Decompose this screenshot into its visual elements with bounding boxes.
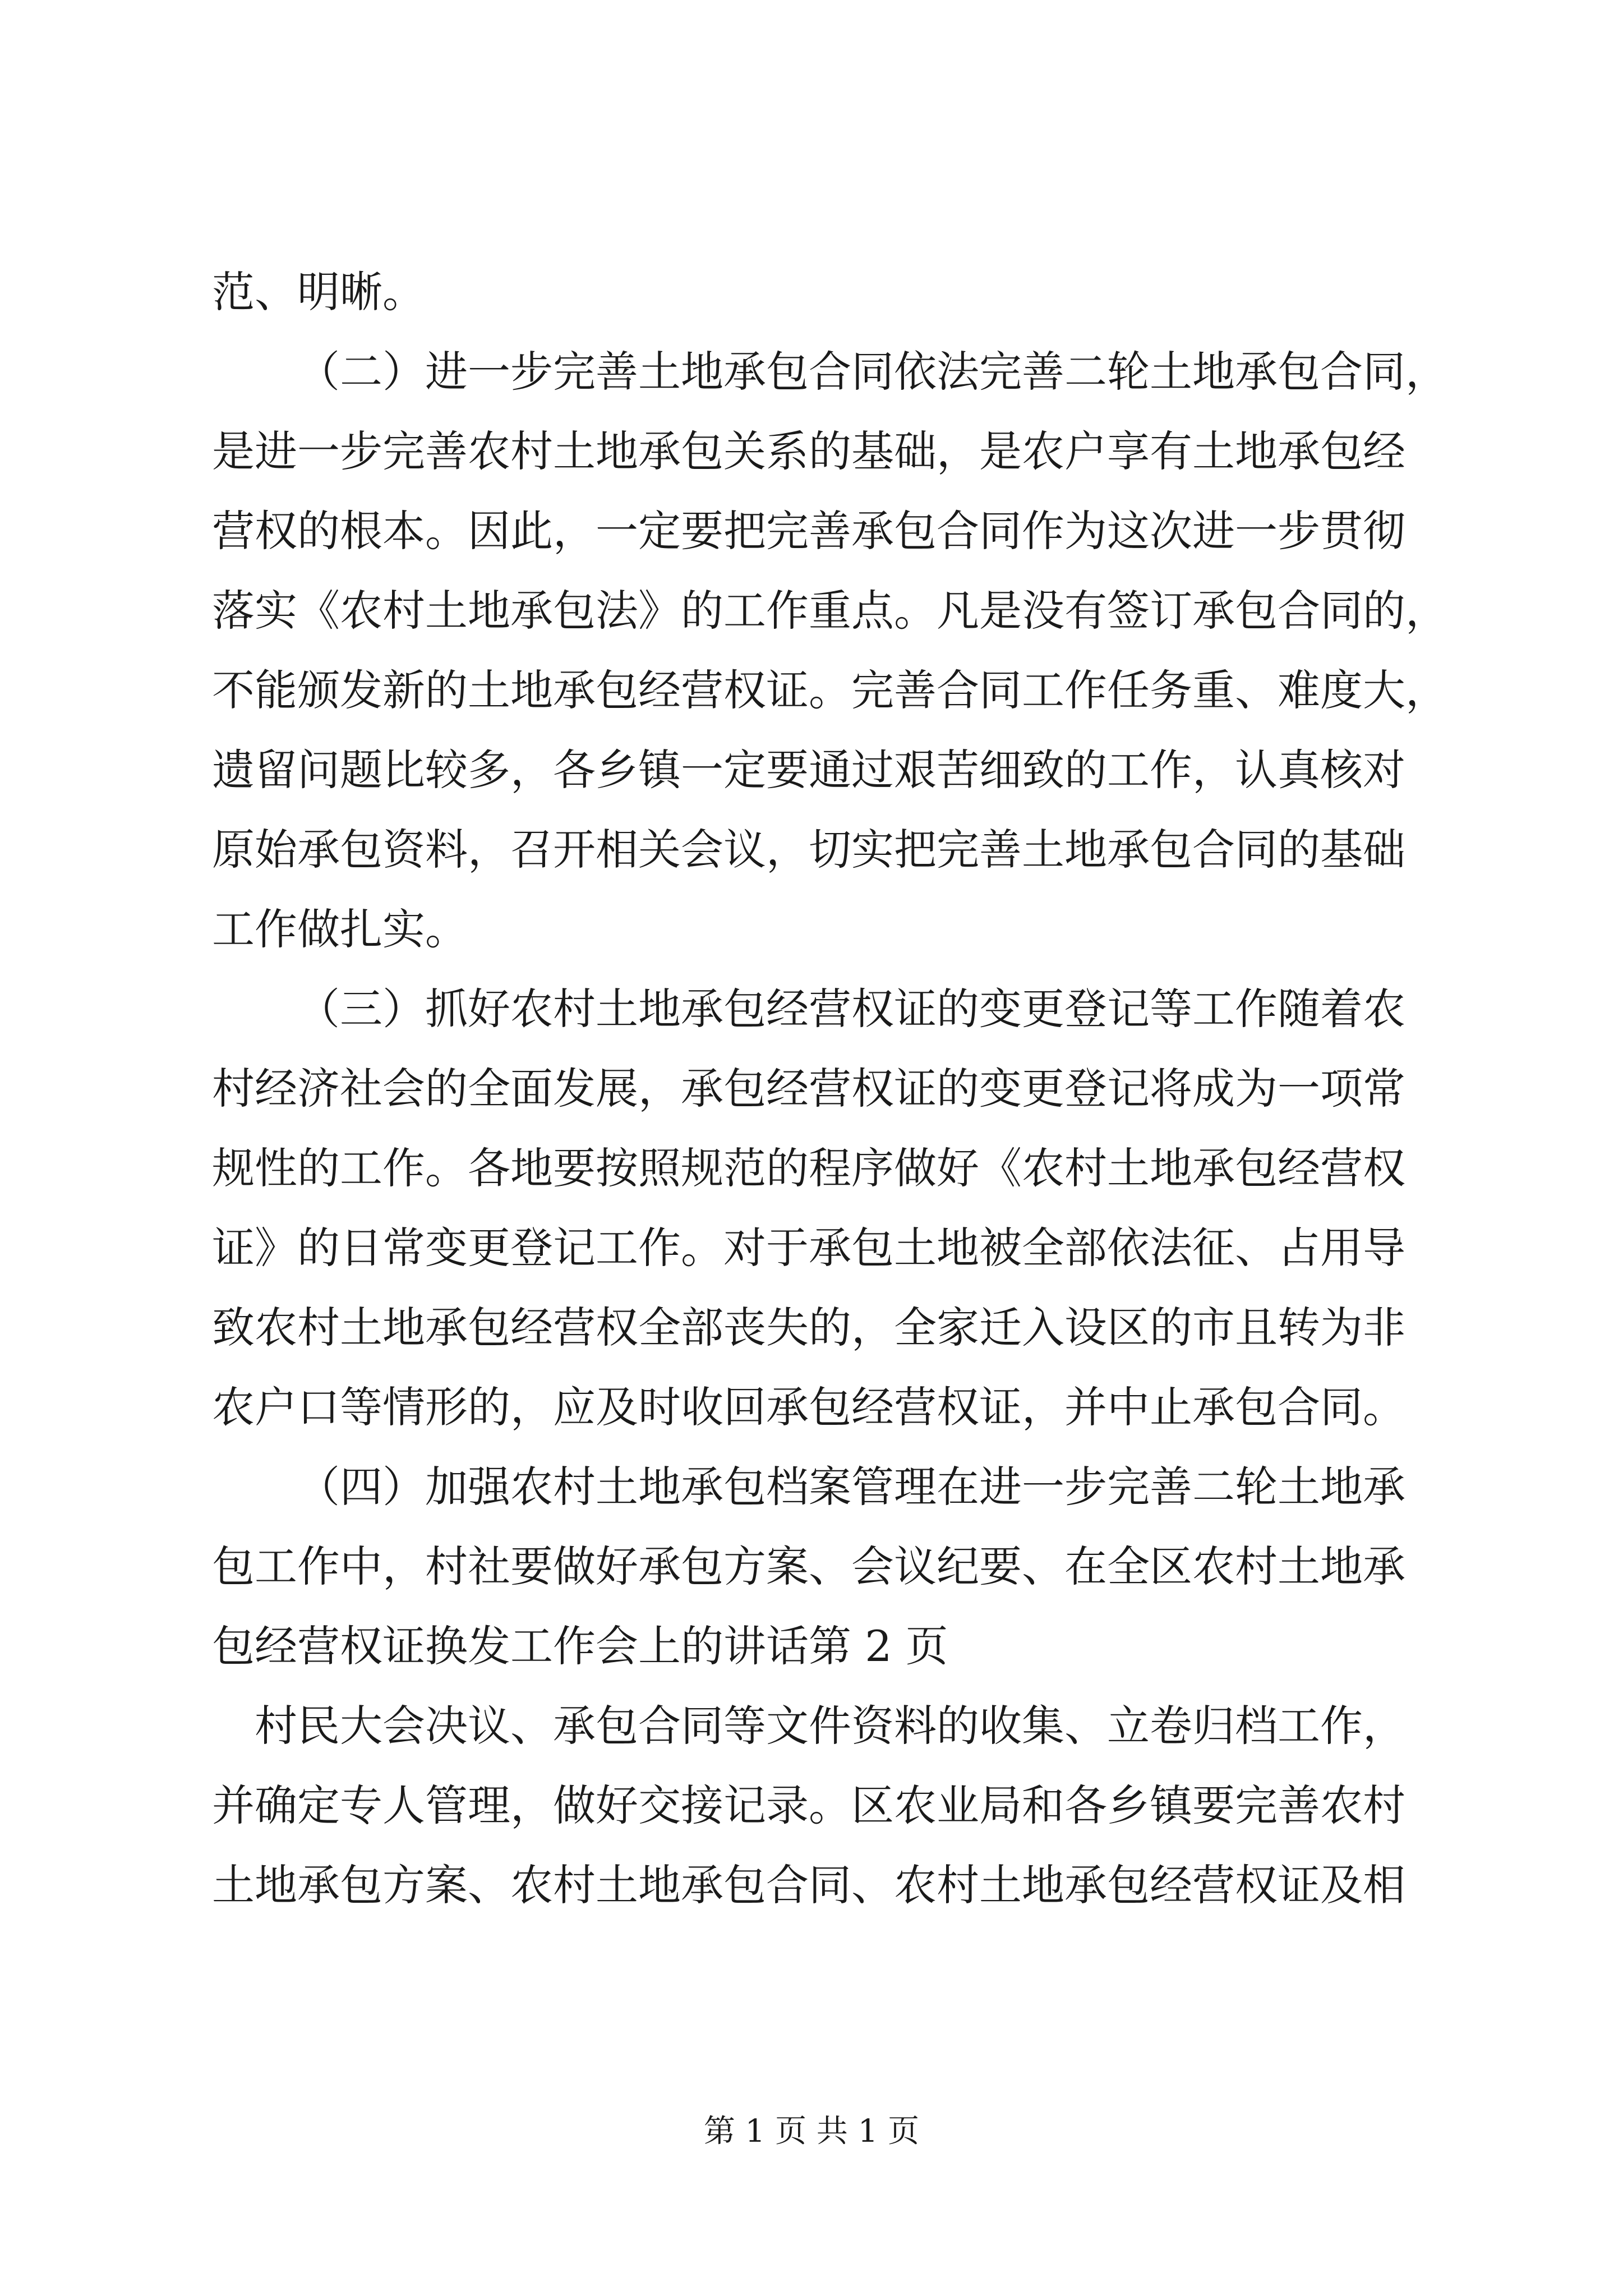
text-line: 落实《农村土地承包法》的工作重点。凡是没有签订承包合同的， xyxy=(212,586,1448,636)
text-line: 不能颁发新的土地承包经营权证。完善合同工作任务重、难度大， xyxy=(212,665,1448,715)
text-line: 并确定专人管理，做好交接记录。区农业局和各乡镇要完善农村 xyxy=(212,1780,1405,1830)
text-line: 范、明晰。 xyxy=(212,267,425,317)
text-line: 营权的根本。因此，一定要把完善承包合同作为这次进一步贯彻 xyxy=(212,506,1405,556)
paragraph-heading-3: （三）抓好农村土地承包经营权证的变更登记等工作随着农 xyxy=(297,984,1405,1034)
paragraph-heading-2: （二）进一步完善土地承包合同依法完善二轮土地承包合同， xyxy=(297,347,1448,397)
text-line: 遗留问题比较多，各乡镇一定要通过艰苦细致的工作，认真核对 xyxy=(212,745,1405,795)
text-line: 包工作中，村社要做好承包方案、会议纪要、在全区农村土地承 xyxy=(212,1542,1405,1591)
text-line: 村经济社会的全面发展，承包经营权证的变更登记将成为一项常 xyxy=(212,1064,1405,1114)
paragraph-start: 村民大会决议、承包合同等文件资料的收集、立卷归档工作， xyxy=(255,1701,1405,1751)
paragraph-heading-4: （四）加强农村土地承包档案管理在进一步完善二轮土地承 xyxy=(297,1462,1405,1512)
text-line: 工作做扎实。 xyxy=(212,904,468,954)
text-line: 是进一步完善农村土地承包关系的基础，是农户享有土地承包经 xyxy=(212,426,1405,476)
body-text xyxy=(212,252,1448,1925)
text-line: 证》的日常变更登记工作。对于承包土地被全部依法征、占用导 xyxy=(212,1223,1405,1273)
text-line: 规性的工作。各地要按照规范的程序做好《农村土地承包经营权 xyxy=(212,1143,1405,1193)
text-line: 原始承包资料，召开相关会议，切实把完善土地承包合同的基础 xyxy=(212,825,1405,875)
text-line: 土地承包方案、农村土地承包合同、农村土地承包经营权证及相 xyxy=(212,1860,1405,1910)
text-line: 包经营权证换发工作会上的讲话第 2 页 xyxy=(212,1621,948,1671)
text-line: 农户口等情形的，应及时收回承包经营权证，并中止承包合同。 xyxy=(212,1382,1405,1432)
page-footer: 第 1 页 共 1 页 xyxy=(703,2113,920,2150)
text-line: 致农村土地承包经营权全部丧失的，全家迁入设区的市且转为非 xyxy=(212,1303,1405,1352)
